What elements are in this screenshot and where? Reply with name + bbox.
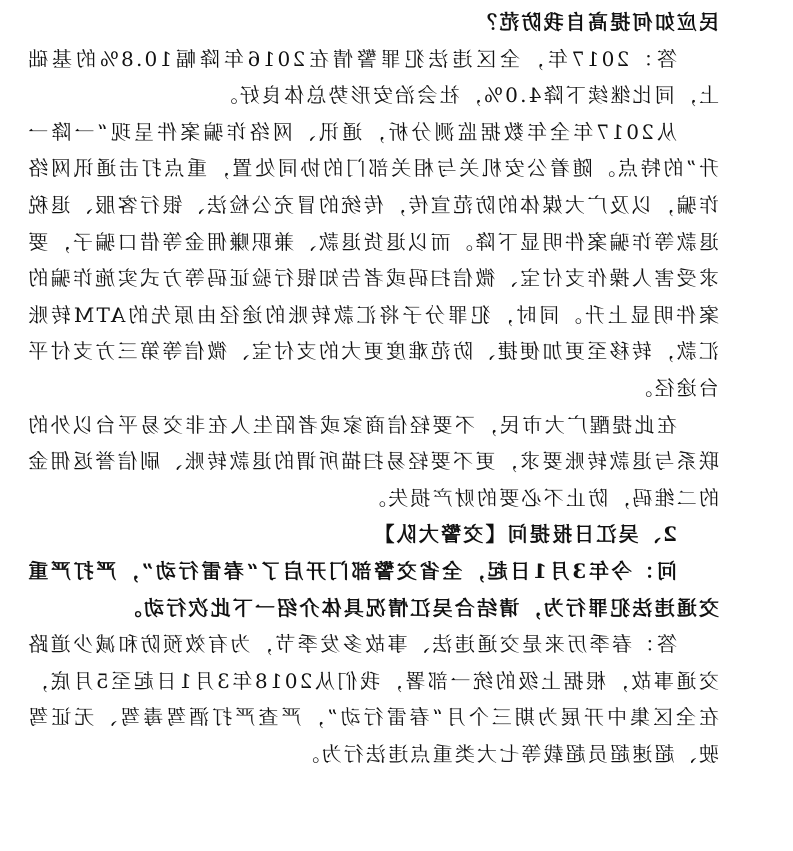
answer-paragraph-4: 答：春季历来是交通违法、事故多发季节，为有效预防和减少道路交通事故，根据上级的统一部署，我们从2018年3月1日起至5月底，在全区集中开展为期三个月“春雷行动”，严查严打酒驾毒驾、无证驾驶、超速超员超载等七大类重点违法行为。	[26, 632, 719, 766]
body-paragraph-3: 在此提醒广大市民，不要轻信商家或者陌生人在非交易平台以外的联系与退款转账要求，更不要轻易扫描所谓的退款转账、刷信誉返佣金的二维码，防止不必要的财产损失。	[26, 412, 719, 510]
section-heading-2: 2、吴江日报提问【交警大队】	[372, 522, 677, 547]
body-paragraph-2: 从2017年全年数据监测分析，通讯、网络诈骗案件呈现“一降一升”的特点。随着公安机关与相关部门的协同处置，重点打击通讯网络诈骗，以及广大媒体的防范宣传，传统的冒充公检法、银行客服、退税退款等诈骗案件明显下降。而以退货退款、兼职赚佣金等借口骗子，要求受害人操作支付宝、微信扫码或者告知银行验证码等方式实施诈骗的案件明显上升。同时，犯罪分子将汇款转账的途径由原先的ATM转账汇款，转移至更加便捷、防范难度更大的支付宝、微信等第三方支付平台途径。	[26, 119, 719, 400]
question-heading-1: 民应如何提高自我防范？	[474, 10, 719, 34]
question-paragraph-2: 问：今年3月1日起，全省交警部门开启了“春雷行动”，严打严重交通违法犯罪行为，请结合吴江情况具体介绍一下此次行动。	[26, 558, 719, 620]
answer-paragraph-1: 答：2017年，全区违法犯罪警情在2016年降幅10.8%的基础上，同比继续下降4.0%，社会治安形势总体良好。	[26, 46, 719, 108]
